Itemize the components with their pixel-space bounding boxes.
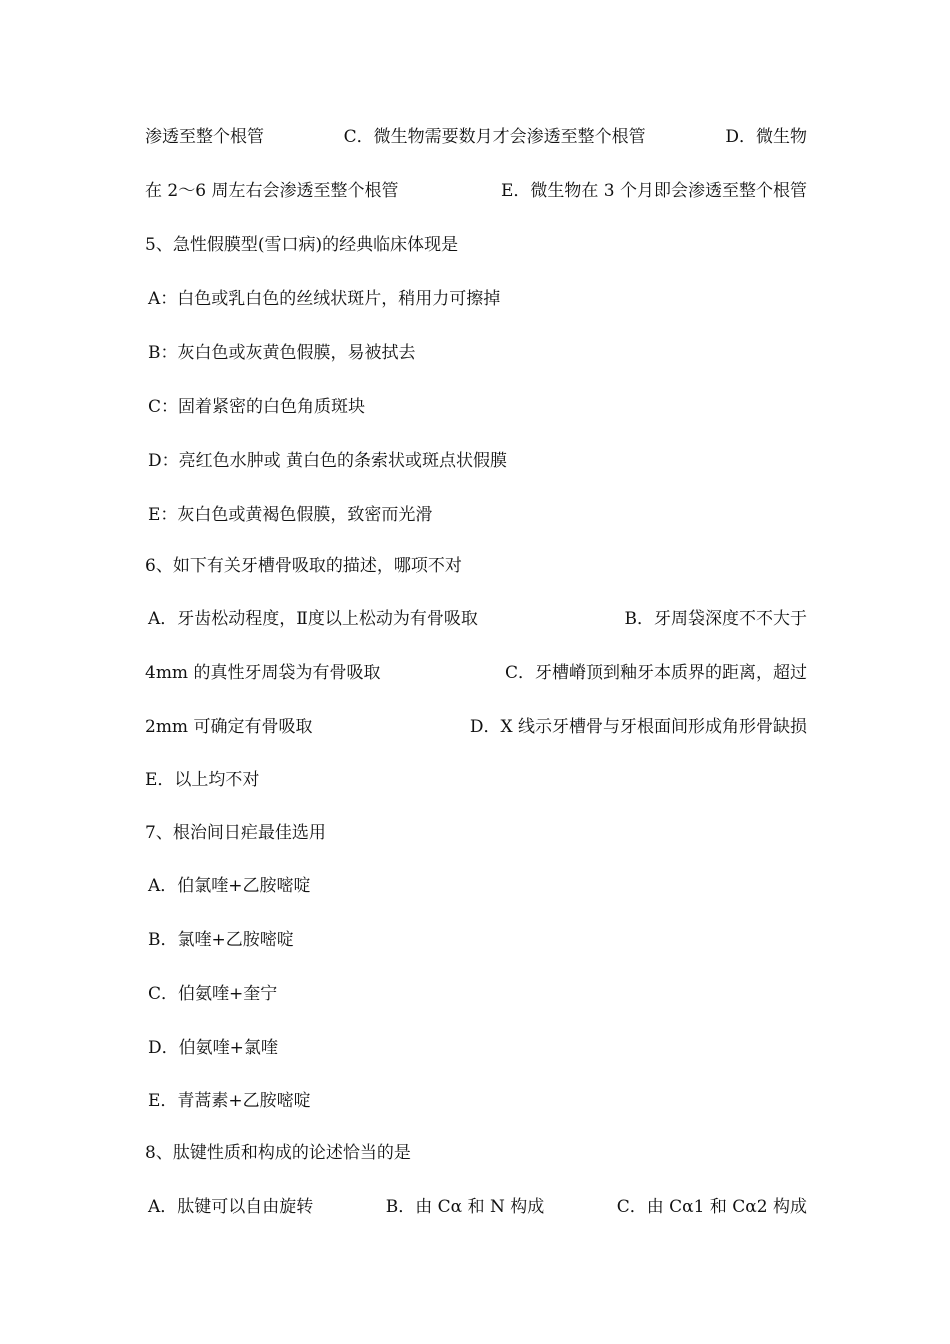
option-c: C．牙槽嵴顶到釉牙本质界的距离，超过 (504, 663, 807, 683)
text-segment: D．微生物 (725, 127, 807, 147)
option-b: B．牙周袋深度不不大于 (624, 609, 807, 629)
question-5-title: 5、急性假膜型(雪口病)的经典临床体现是 (145, 235, 459, 255)
question-7-title: 7、根治间日疟最佳选用 (145, 823, 326, 843)
option-a: A．牙齿松动程度，Ⅱ度以上松动为有骨吸取 (148, 609, 478, 629)
option-b: B．由 Cα 和 N 构成 (385, 1197, 545, 1217)
paragraph-line (145, 1195, 807, 1219)
text-segment: 4mm 的真性牙周袋为有骨吸取 (145, 663, 381, 683)
text-segment: E．微生物在 3 个月即会渗透至整个根管 (500, 181, 807, 201)
option-c: C：固着紧密的白色角质斑块 (148, 397, 366, 417)
option-b: B．氯喹+乙胺嘧啶 (148, 930, 294, 950)
option-d: D：亮红色水肿或 黄白色的条索状或斑点状假膜 (148, 451, 508, 471)
text-segment: 在 2～6 周左右会渗透至整个根管 (145, 181, 399, 201)
text-segment: C．微生物需要数月才会渗透至整个根管 (343, 127, 646, 147)
question-8-title: 8、肽键性质和构成的论述恰当的是 (145, 1143, 411, 1163)
option-c: C．由 Cα1 和 Cα2 构成 (616, 1197, 807, 1217)
option-b: B：灰白色或灰黄色假膜，易被拭去 (148, 343, 416, 363)
option-a: A．伯氯喹+乙胺嘧啶 (148, 876, 311, 896)
option-e: E．以上均不对 (145, 770, 260, 790)
option-a: A．肽键可以自由旋转 (148, 1197, 314, 1217)
paragraph-line (145, 607, 807, 631)
paragraph-line (145, 715, 807, 739)
paragraph-line (145, 125, 807, 149)
option-e: E．青蒿素+乙胺嘧啶 (148, 1091, 311, 1111)
text-segment: 2mm 可确定有骨吸取 (145, 717, 313, 737)
option-d: D．X 线示牙槽骨与牙根面间形成角形骨缺损 (469, 717, 807, 737)
paragraph-line (145, 661, 807, 685)
option-d: D．伯氨喹+氯喹 (148, 1038, 278, 1058)
question-6-title: 6、如下有关牙槽骨吸取的描述，哪项不对 (145, 556, 462, 576)
option-e: E：灰白色或黄褐色假膜，致密而光滑 (148, 505, 433, 525)
paragraph-line (145, 179, 807, 203)
option-a: A：白色或乳白色的丝绒状斑片，稍用力可擦掉 (148, 289, 501, 309)
text-segment: 渗透至整个根管 (145, 127, 264, 147)
option-c: C．伯氨喹+奎宁 (148, 984, 278, 1004)
